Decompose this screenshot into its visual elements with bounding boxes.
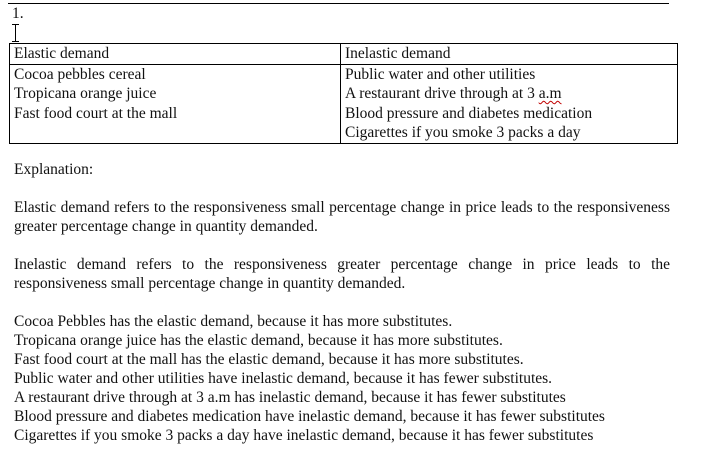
header-inelastic-demand: Inelastic demand bbox=[341, 44, 678, 65]
list-item: Public water and other utilities bbox=[345, 65, 536, 83]
reason-line: Blood pressure and diabetes medication have inelastic demand, because it has fewer substitutes bbox=[14, 408, 605, 425]
list-item-text: A restaurant drive through at 3 bbox=[345, 85, 535, 102]
reason-line: A restaurant drive through at 3 a.m has inelastic demand, because it has fewer substitutes bbox=[14, 389, 566, 406]
inelastic-definition: Inelastic demand refers to the responsiveness greater percentage change in price leads to the responsiveness small percentage change in quantity demanded. bbox=[14, 256, 670, 292]
text-cursor-icon bbox=[15, 24, 16, 42]
explanation-heading: Explanation: bbox=[14, 161, 94, 178]
reason-line: Tropicana orange juice has the elastic demand, because it has more substitutes. bbox=[14, 332, 503, 349]
item-number: 1. bbox=[12, 5, 24, 22]
spellcheck-flagged-word: a.m bbox=[538, 85, 562, 102]
reason-line: Cocoa Pebbles has the elastic demand, because it has more substitutes. bbox=[14, 313, 453, 330]
list-item: Cocoa pebbles cereal bbox=[14, 65, 146, 83]
table-header-row bbox=[10, 44, 678, 65]
inelastic-items-cell bbox=[341, 64, 678, 143]
list-item: Fast food court at the mall bbox=[14, 104, 178, 122]
explanation-section bbox=[14, 160, 670, 445]
header-elastic-demand: Elastic demand bbox=[10, 44, 341, 65]
list-item: Cigarettes if you smoke 3 packs a day bbox=[345, 124, 581, 141]
list-item: Tropicana orange juice bbox=[14, 85, 157, 102]
reasons-list bbox=[14, 312, 670, 445]
list-item bbox=[345, 84, 673, 104]
demand-table bbox=[9, 43, 678, 144]
elastic-definition: Elastic demand refers to the responsiveness small percentage change in price leads to the responsiveness greater percentage change in quantity demanded. bbox=[14, 199, 670, 235]
list-item: Blood pressure and diabetes medication bbox=[345, 104, 593, 122]
table-row bbox=[10, 64, 678, 143]
reason-line: Fast food court at the mall has the elastic demand, because it has more substitutes. bbox=[14, 351, 524, 368]
top-rule bbox=[8, 3, 669, 4]
reason-line: Cigarettes if you smoke 3 packs a day have inelastic demand, because it has fewer substitutes bbox=[14, 427, 594, 444]
elastic-items-cell bbox=[10, 64, 341, 143]
reason-line: Public water and other utilities have inelastic demand, because it has fewer substitutes. bbox=[14, 370, 553, 387]
